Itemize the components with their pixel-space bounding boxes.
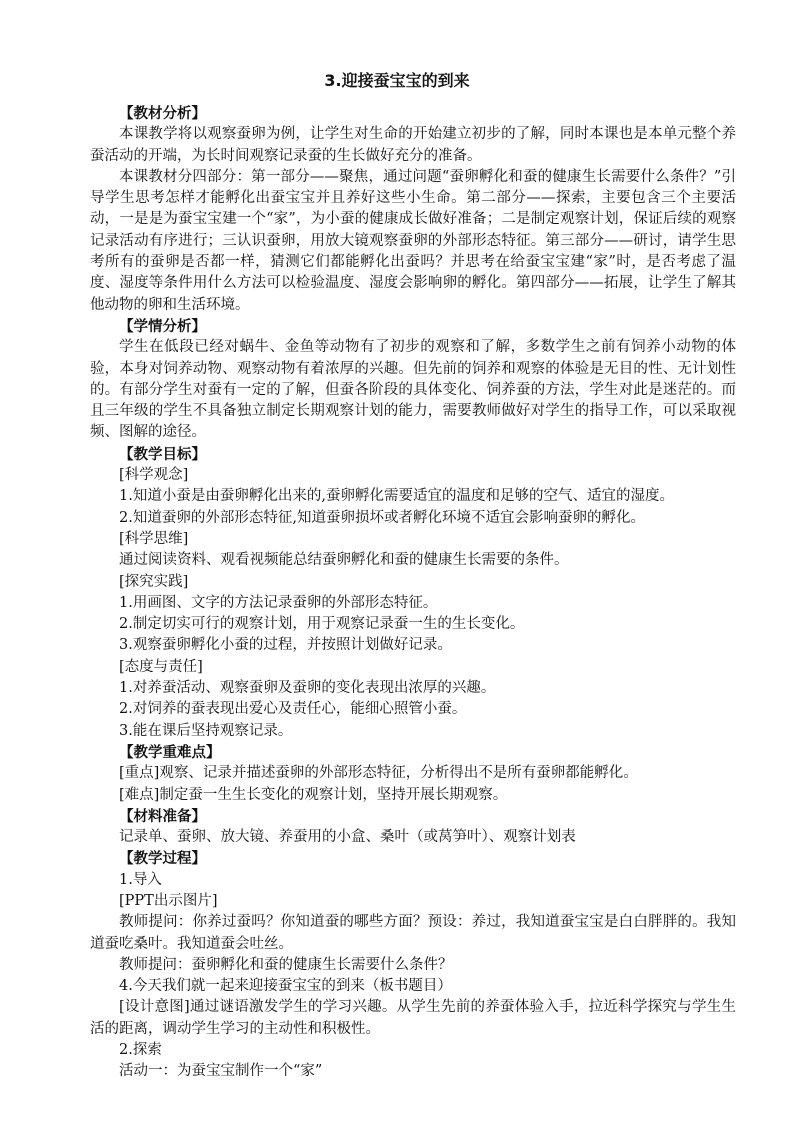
- section-heading: 【学情分析】: [119, 317, 206, 335]
- paragraph: 3.观察蚕卵孵化小蚕的过程，并按照计划做好记录。: [119, 637, 452, 654]
- paragraph: 1.导入: [119, 871, 162, 888]
- paragraph: 1.用画图、文字的方法记录蚕卵的外部形态特征。: [119, 594, 438, 611]
- section-heading: 【材料准备】: [119, 807, 206, 825]
- paragraph: [探究实践]: [119, 573, 189, 590]
- paragraph: 教师提问：蚕卵孵化和蚕的健康生长需要什么条件？: [119, 956, 453, 973]
- paragraph: 学生在低段已经对蜗牛、金鱼等动物有了初步的观察和了解，多数学生之前有饲养小动物的体验，本身对饲养动物、观察动物有着浓厚的兴趣。但先前的饲养和观察的体验是无目的性、无计划性的。有部分学生对蚕有一定的了解，但蚕各阶段的具体变化、饲养蚕的方法，学生对此是迷茫的。而且三年级的学生不具备独立制定长期观察计划的能力，需要教师做好对学生的指导工作，可以采取视频、图解的途径。: [90, 339, 736, 441]
- paragraph: 活动一：为蚕宝宝制作一个“家”: [119, 1063, 323, 1080]
- paragraph: [态度与责任]: [119, 658, 203, 675]
- paragraph: 2.制定切实可行的观察计划，用于观察记录蚕一生的生长变化。: [119, 616, 525, 633]
- paragraph: [科学思维]: [119, 530, 189, 547]
- paragraph: [科学观念]: [119, 467, 189, 484]
- paragraph: 本课教学将以观察蚕卵为例，让学生对生命的开始建立初步的了解，同时本课也是本单元整个养蚕活动的开端，为长时间观察记录蚕的生长做好充分的准备。: [90, 126, 736, 164]
- paragraph: 4.今天我们就一起来迎接蚕宝宝的到来（板书题目）: [119, 978, 452, 995]
- paragraph: 记录单、蚕卵、放大镜、养蚕用的小盒、桑叶（或莴笋叶）、观察计划表: [119, 829, 576, 846]
- paragraph: [重点]观察、记录并描述蚕卵的外部形态特征，分析得出不是所有蚕卵都能孵化。: [119, 765, 638, 782]
- section-heading: 【教学目标】: [119, 445, 206, 463]
- paragraph: 1.知道小蚕是由蚕卵孵化出来的,蚕卵孵化需要适宜的温度和足够的空气、适宜的湿度。: [119, 488, 674, 505]
- document-body: [90, 103, 736, 1083]
- paragraph: 通过阅读资料、观看视频能总结蚕卵孵化和蚕的健康生长需要的条件。: [119, 552, 569, 569]
- paragraph: 2.对饲养的蚕表现出爱心及责任心，能细心照管小蚕。: [119, 701, 467, 718]
- paragraph: [PPT出示图片]: [119, 892, 218, 909]
- paragraph: [设计意图]通过谜语激发学生的学习兴趣。从学生先前的养蚕体验入手，拉近科学探究与学生生活的距离，调动学生学习的主动性和积极性。: [90, 999, 736, 1037]
- section-heading: 【教材分析】: [119, 105, 206, 122]
- section-heading: 【教学重难点】: [119, 743, 221, 761]
- paragraph: 2.探索: [119, 1042, 162, 1059]
- section-heading: 【教学过程】: [119, 850, 206, 868]
- page-title: 3.迎接蚕宝宝的到来: [324, 71, 470, 90]
- paragraph: 2.知道蚕卵的外部形态特征,知道蚕卵损坏或者孵化环境不适宜会影响蚕卵的孵化。: [119, 509, 645, 526]
- paragraph: [难点]制定蚕一生生长变化的观察计划，坚持开展长期观察。: [119, 786, 508, 803]
- paragraph: 3.能在课后坚持观察记录。: [119, 722, 293, 739]
- paragraph: 教师提问：你养过蚕吗？你知道蚕的哪些方面？预设：养过，我知道蚕宝宝是白白胖胖的。我知道蚕吃桑叶。我知道蚕会吐丝。: [90, 914, 736, 952]
- paragraph: 本课教材分四部分：第一部分——聚焦，通过问题“蚕卵孵化和蚕的健康生长需要什么条件？”引导学生思考怎样才能孵化出蚕宝宝并且养好这些小生命。第二部分——探索，主要包含三个主要活动，一是是为蚕宝宝建一个“家”，为小蚕的健康成长做好准备；二是制定观察计划，保证后续的观察记录活动有序进行；三认识蚕卵，用放大镜观察蚕卵的外部形态特征。第三部分——研讨，请学生思考所有的蚕卵是否都一样，猜测它们都能孵化出蚕吗？并思考在给蚕宝宝建“家”时，是否考虑了温度、湿度等条件用什么方法可以检验温度、湿度会影响卵的孵化。第四部分——拓展，让学生了解其他动物的卵和生活环境。: [90, 168, 736, 313]
- paragraph: 1.对养蚕活动、观察蚕卵及蚕卵的变化表现出浓厚的兴趣。: [119, 680, 496, 697]
